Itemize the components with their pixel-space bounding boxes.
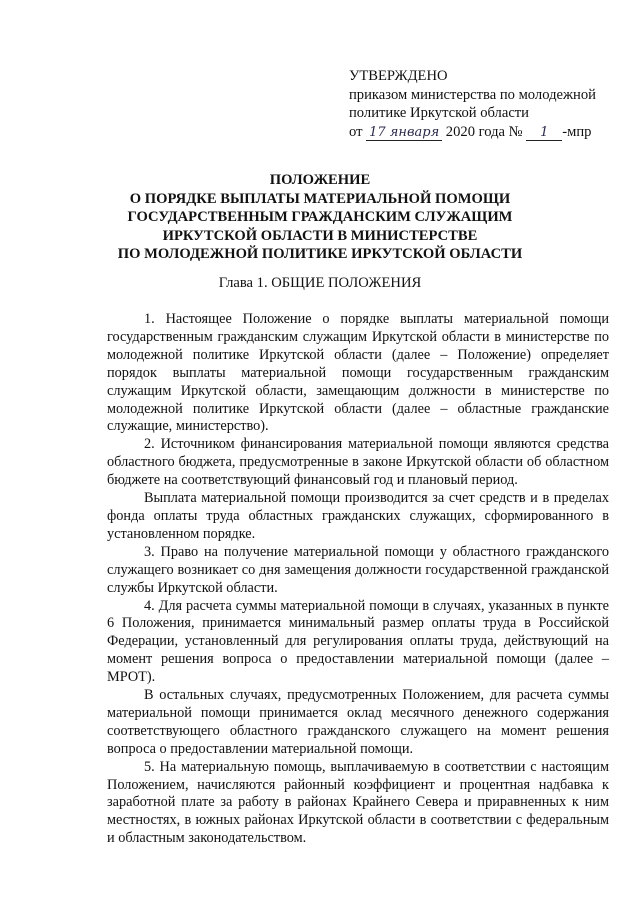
paragraph: 4. Для расчета суммы материальной помощи в случаях, указанных в пункте 6 Положения, принимается минимальный размер оплаты труда в Российской Федерации, установленный для регулирования оплаты труда, действующий на момент решения вопроса о предоставлении материальной помощи (далее – МРОТ). xyxy=(107,597,609,686)
approval-line-2: политике Иркутской области xyxy=(349,105,529,121)
paragraph: 2. Источником финансирования материальной помощи являются средства областного бюджета, предусмотренные в законе Иркутской области об областном бюджете на соответствующий финансовый год и плановый период. xyxy=(107,436,609,489)
paragraph: Выплата материальной помощи производится за счет средств и в пределах фонда оплаты труда областных гражданских служащих, сформированного в установленном порядке. xyxy=(107,490,609,542)
handwritten-date: 17 января xyxy=(366,126,442,141)
paragraph: В остальных случаях, предусмотренных Положением, для расчета суммы материальной помощи принимается оклад месячного денежного содержания соответствующего областного гражданского служащего на момент решения вопроса о предоставлении материальной помощи. xyxy=(107,687,609,757)
date-prefix: от xyxy=(349,123,363,140)
approval-date-line xyxy=(349,123,619,142)
title-line-1: ПОЛОЖЕНИЕ xyxy=(269,172,371,188)
approval-block xyxy=(349,67,619,141)
paragraph: 1. Настоящее Положение о порядке выплаты материальной помощи государственным гражданским служащим Иркутской области в министерстве по молодежной политике Иркутской области (далее – Положение) определяет порядок выплаты материальной помощи государственным гражданским служащим Иркутской области, замещающим должности в министерстве по молодежной политике Иркутской области (далее – областные гражданские служащие, министерство). xyxy=(107,311,609,435)
document-body xyxy=(107,311,609,848)
title-line-5: ПО МОЛОДЕЖНОЙ ПОЛИТИКЕ ИРКУТСКОЙ ОБЛАСТИ xyxy=(117,246,523,263)
approval-line-1: приказом министерства по молодежной xyxy=(349,86,596,103)
approval-heading: УТВЕРЖДЕНО xyxy=(349,68,448,84)
title-line-2: О ПОРЯДКЕ ВЫПЛАТЫ МАТЕРИАЛЬНОЙ ПОМОЩИ xyxy=(129,190,511,207)
paragraph: 3. Право на получение материальной помощи у областного гражданского служащего возникает со дня замещения должности государственной гражданской службы Иркутской области. xyxy=(107,543,609,596)
document-title xyxy=(40,171,600,264)
title-line-4: ИРКУТСКОЙ ОБЛАСТИ В МИНИСТЕРСТВЕ xyxy=(162,227,478,244)
handwritten-number: 1 xyxy=(526,126,562,141)
number-suffix: -мпр xyxy=(562,123,592,140)
paragraph: 5. На материальную помощь, выплачиваемую в соответствии с настоящим Положением, начисляются районный коэффициент и процентная надбавка к заработной плате за работу в районах Крайнего Севера и приравненных к ним местностях, в южных районах Иркутской области в соответствии с федеральным и областным законодательством. xyxy=(107,758,609,847)
date-suffix: 2020 года № xyxy=(445,123,523,140)
chapter-heading: Глава 1. ОБЩИЕ ПОЛОЖЕНИЯ xyxy=(218,275,422,291)
title-line-3: ГОСУДАРСТВЕННЫМ ГРАЖДАНСКИМ СЛУЖАЩИМ xyxy=(127,209,513,226)
